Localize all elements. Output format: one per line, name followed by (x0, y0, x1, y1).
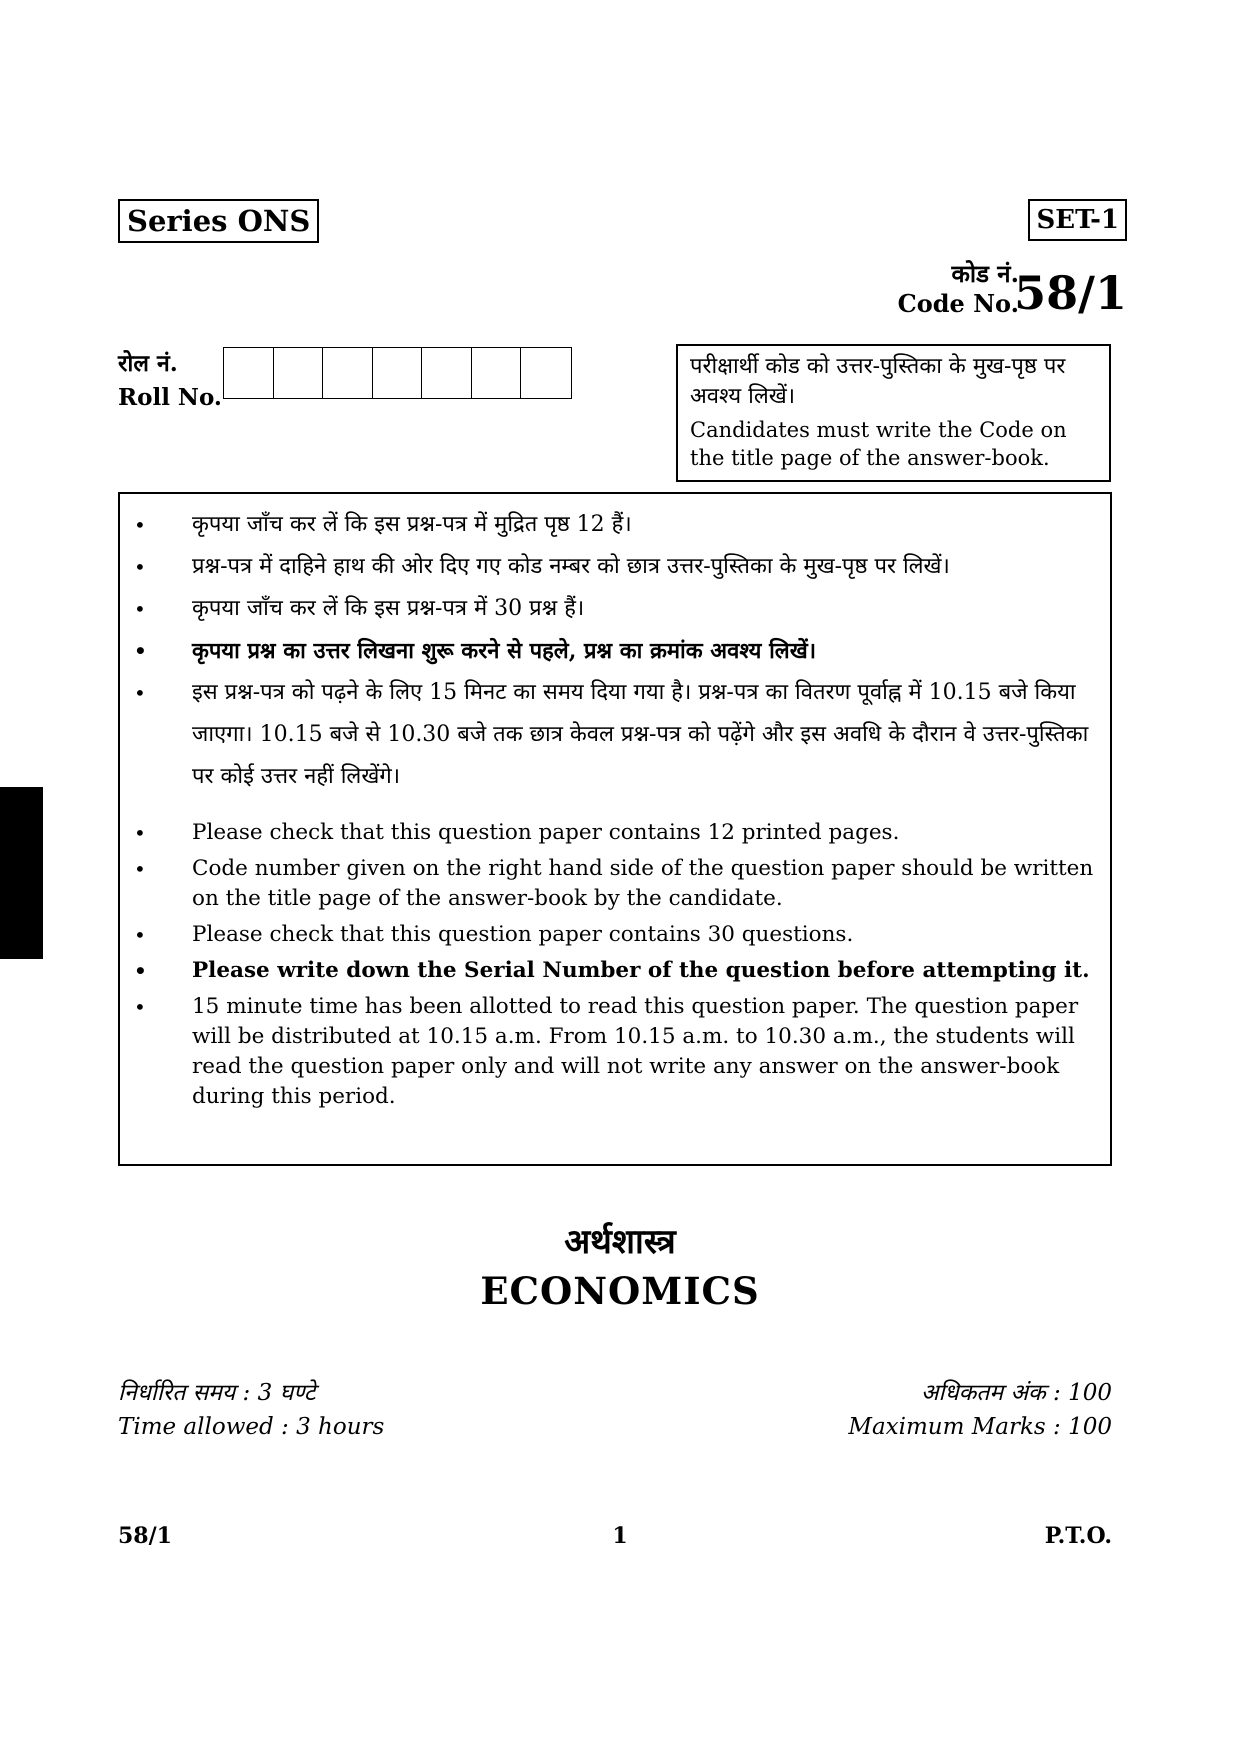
instruction-text: Please check that this question paper contains 30 questions. (192, 922, 854, 947)
bullet-icon: • (134, 681, 146, 705)
bullet-icon: • (134, 639, 147, 663)
bullet-icon: • (134, 513, 146, 537)
code-instruction-hindi: परीक्षार्थी कोड को उत्तर-पुस्तिका के मुख-पृष्ठ पर अवश्य लिखें। (690, 354, 1066, 409)
footer-code: 58/1 (118, 1523, 172, 1549)
roll-digit-box[interactable] (323, 348, 373, 398)
bullet-icon: • (134, 821, 146, 845)
roll-number-labels (118, 347, 222, 415)
instruction-text: Code number given on the right hand side of the question paper should be written on the title page of the answer-book by the candidate. (192, 856, 1094, 911)
page-number: 1 (612, 1523, 628, 1549)
series-label: Series ONS (118, 199, 319, 243)
list-item (120, 546, 1110, 588)
set-label: SET-1 (1028, 199, 1127, 241)
instruction-text: प्रश्न-पत्र में दाहिने हाथ की ओर दिए गए कोड नम्बर को छात्र उत्तर-पुस्तिका के मुख-पृष्ठ पर लिखें। (192, 554, 950, 579)
roll-digit-box[interactable] (472, 348, 522, 398)
instructions-hindi-list (120, 504, 1110, 798)
instruction-text: 15 minute time has been allotted to read this question paper. The question paper will be distributed at 10.15 a.m. From 10.15 a.m. to 10.30 a.m., the students will read the question paper only and will not write any answer on the answer-book during this period. (192, 994, 1079, 1109)
instruction-text: कृपया जाँच कर लें कि इस प्रश्न-पत्र में मुद्रित पृष्ठ 12 हैं। (192, 512, 632, 537)
maximum-marks-hindi: अधिकतम अंक : 100 (920, 1380, 1112, 1406)
instructions-english-list (120, 818, 1110, 1112)
roll-digit-box[interactable] (373, 348, 423, 398)
bullet-icon: • (134, 995, 146, 1019)
list-item (120, 588, 1110, 630)
roll-label-hindi: रोल नं. (118, 350, 178, 377)
code-number-block (827, 260, 1127, 320)
code-instruction-english: Candidates must write the Code on the title page of the answer-book. (690, 418, 1067, 470)
pto-label: P.T.O. (1044, 1523, 1112, 1549)
roll-digit-box[interactable] (224, 348, 274, 398)
instruction-text: कृपया जाँच कर लें कि इस प्रश्न-पत्र में 30 प्रश्न हैं। (192, 596, 585, 621)
maximum-marks-english: Maximum Marks : 100 (848, 1414, 1112, 1440)
roll-label: Roll No. (118, 384, 222, 411)
roll-digit-box[interactable] (422, 348, 472, 398)
bullet-icon: • (134, 597, 146, 621)
list-item (120, 956, 1110, 986)
list-item (120, 920, 1110, 950)
list-item (120, 672, 1110, 798)
instruction-text: Please check that this question paper contains 12 printed pages. (192, 820, 900, 845)
code-instruction-box (676, 344, 1111, 482)
instruction-text: Please write down the Serial Number of the question before attempting it. (192, 958, 1090, 983)
roll-number-boxes[interactable] (223, 347, 572, 399)
subject-title-hindi: अर्थशास्त्र (564, 1222, 676, 1262)
code-number: 58/1 (1014, 266, 1127, 320)
list-item (120, 630, 1110, 672)
maximum-marks (848, 1376, 1112, 1444)
time-allowed-english: Time allowed : 3 hours (118, 1414, 385, 1440)
code-label: Code No. (897, 289, 1019, 318)
roll-digit-box[interactable] (274, 348, 324, 398)
time-allowed (118, 1376, 384, 1444)
list-item (120, 818, 1110, 848)
bullet-icon: • (134, 923, 146, 947)
code-label-hindi: कोड नं. (951, 259, 1019, 288)
subject-title: ECONOMICS (480, 1269, 760, 1313)
instruction-text: कृपया प्रश्न का उत्तर लिखना शुरू करने से पहले, प्रश्न का क्रमांक अवश्य लिखें। (192, 638, 817, 664)
margin-marker-bar (0, 787, 43, 959)
time-allowed-hindi: निर्धारित समय : 3 घण्टे (118, 1380, 316, 1406)
bullet-icon: • (134, 555, 146, 579)
bullet-icon: • (134, 857, 146, 881)
roll-digit-box[interactable] (521, 348, 571, 398)
bullet-icon: • (134, 959, 147, 983)
list-item (120, 992, 1110, 1112)
list-item (120, 854, 1110, 914)
instruction-text: इस प्रश्न-पत्र को पढ़ने के लिए 15 मिनट का समय दिया गया है। प्रश्न-पत्र का वितरण पूर्वाह्न में 10.15 बजे किया जाएगा। 10.15 बजे से 10.30 बजे तक छात्र केवल प्रश्न-पत्र को पढ़ेंगे और इस अवधि के दौरान वे उत्तर-पुस्तिका पर कोई उत्तर नहीं लिखेंगे। (192, 680, 1089, 789)
instructions-box (118, 492, 1112, 1166)
list-item (120, 504, 1110, 546)
